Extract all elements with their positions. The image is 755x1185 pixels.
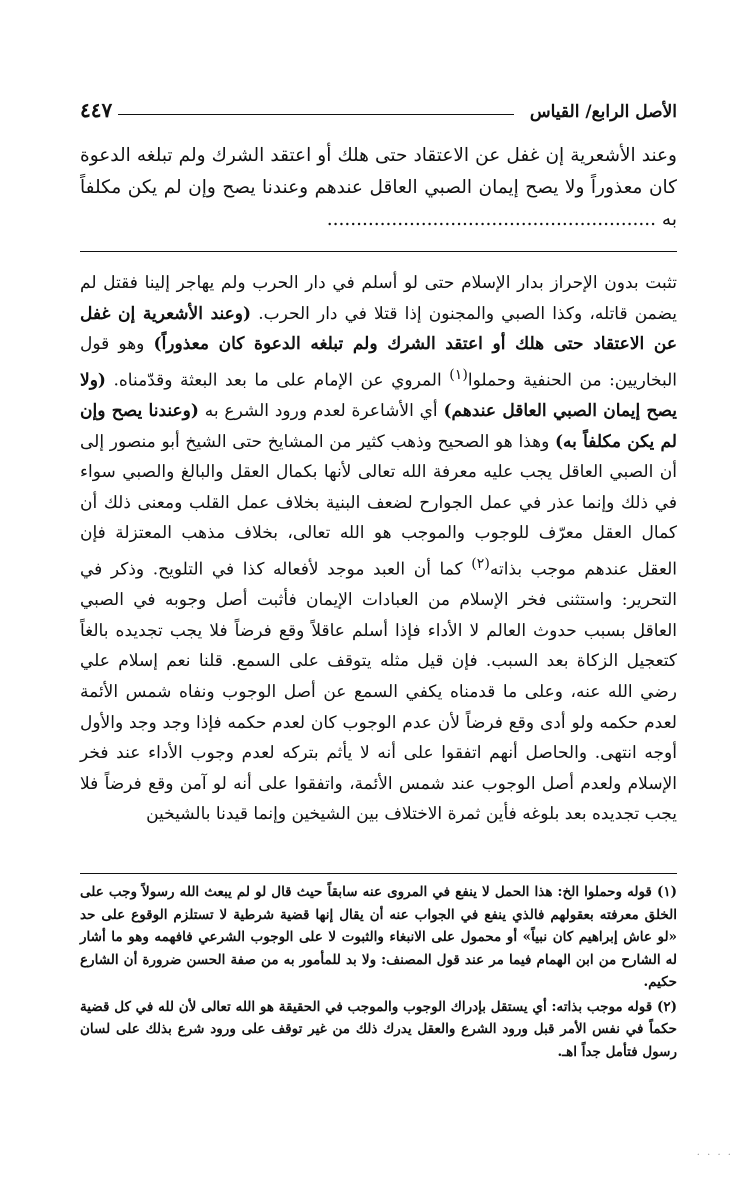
scan-specks: · · · · [696,1150,733,1161]
matn-dots: ........................................................ [326,209,657,230]
matn-separator-rule [80,251,677,252]
footnote-2: (٢) قوله موجب بذاته: أي يستقل بإدراك الوجوب والموجب في الحقيقة هو الله تعالى لأن لله في كل قضية حكماً في نفس الأمر قبل ورود الشرع والعقل يدرك ذلك من غير توقف على ورود شرع بذلك على لسان رسول فتأمل جداً اهـ. [80,998,677,1060]
matn-text [80,140,677,236]
sharh-segment: تثبت بدون الإحراز بدار الإسلام حتى لو أسلم في دار الحرب ولم يهاجر إلينا فقتل لم يضمن قاتله، وكذا الصبي والمجنون إذا قتلا في دار الحرب. [80,273,677,324]
page-header [80,94,677,122]
sharh-segment: وهو قول البخاريين: من الحنفية وحملوا [80,334,678,391]
quoted-matn: (ولا يصح إيمان الصبي العاقل عندهم) [80,370,677,422]
page-number: ٤٤٧ [80,98,113,122]
sharh-segment: كما أن العبد موجد لأفعاله كذا في التلويح. وذكر في التحرير: واستثنى فخر الإسلام من العبادات الإيمان فأثبت أصل وجوبه في الصبي العاقل بسبب حدوث العالم لا الأداء فإذا أسلم عاقلاً وقع فرضاً فلا يجب تجديده بالغاً كتعجيل الزكاة بعد السبب. فإن قيل مثله يتوقف على السمع. قلنا نعم إسلام علي رضي الله عنه، وعلى ما قدمناه يكفي السمع عن أصل الوجوب ونفاه شمس الأئمة لعدم حكمه ولو أدى وقع فرضاً لأن عدم الوجوب كان لعدم حكمه فإذا وجد وجد والأول أوجه انتهى. والحاصل أنهم اتفقوا على أنه لا يأثم بتركه لعدم وجوب الأداء عند فخر الإسلام ولعدم أصل الوجوب عند شمس الأئمة، واتفقوا على أنه لو آمن وقع فرضاً فلا يجب تجديده بعد بلوغه فأين ثمرة الاختلاف بين الشيخين وإنما قيدنا بالشيخين [80,559,678,825]
sharh-commentary [80,268,677,830]
footnote-ref-2: (٢) [471,556,490,572]
sharh-segment: أي الأشاعرة لعدم ورود الشرع به [198,401,444,422]
footnote-ref-1: (١) [449,366,468,383]
footnote-separator-rule [80,873,677,874]
matn-body: وعند الأشعرية إن غفل عن الاعتقاد حتى هلك أو اعتقد الشرك ولم تبلغه الدعوة كان معذوراً ولا يصح إيمان الصبي العاقل عندهم وعندنا يصح وإن لم يكن مكلفاً به [80,145,677,230]
footnotes [80,881,677,1065]
header-rule [118,114,514,115]
sharh-segment: وهذا هو الصحيح وذهب كثير من المشايخ حتى الشيخ أبو منصور إلى أن الصبي العاقل يجب عليه معرفة الله تعالى لأنها بكمال العقل والبالغ والصبي سواء في ذلك وإنما عذر في عمل الجوارح لضعف البنية بخلاف عمل القلب ومعنى ذلك أن كمال العقل معرّف للوجوب والموجب هو الله تعالى، بخلاف مذهب المعتزلة فإن العقل عندهم موجب بذاته [80,431,677,580]
footnote-1: (١) قوله وحملوا الخ: هذا الحمل لا ينفع في المروى عنه سابقاً حيث قال لو لم يبعث الله رسولاً وجب على الخلق معرفته بعقولهم فالذي ينفع في الجواب عنه أن يقال إنها قضية شرطية لا تستلزم الوقوع على حد «لو عاش إبراهيم كان نبياً» أو محمول على الانبغاء والثبوت لا على الوجوب الشرعي فافهمه وهو ما أشار له الشارح من ابن الهمام فيما مر عند قول المصنف: ولا بد للمأمور به من صفة الحسن ضرورة أن الشارع حكيم. [80,884,677,990]
quoted-matn: (وعند الأشعرية إن غفل عن الاعتقاد حتى هلك أو اعتقد الشرك ولم تبلغه الدعوة كان معذوراً) [80,303,677,355]
quoted-matn: (وعندنا يصح وإن لم يكن مكلفاً به) [80,401,677,452]
running-head: الأصل الرابع/ القياس [529,102,677,122]
sharh-segment: المروي عن الإمام على ما بعد البعثة وقدّمناه. [105,370,450,391]
